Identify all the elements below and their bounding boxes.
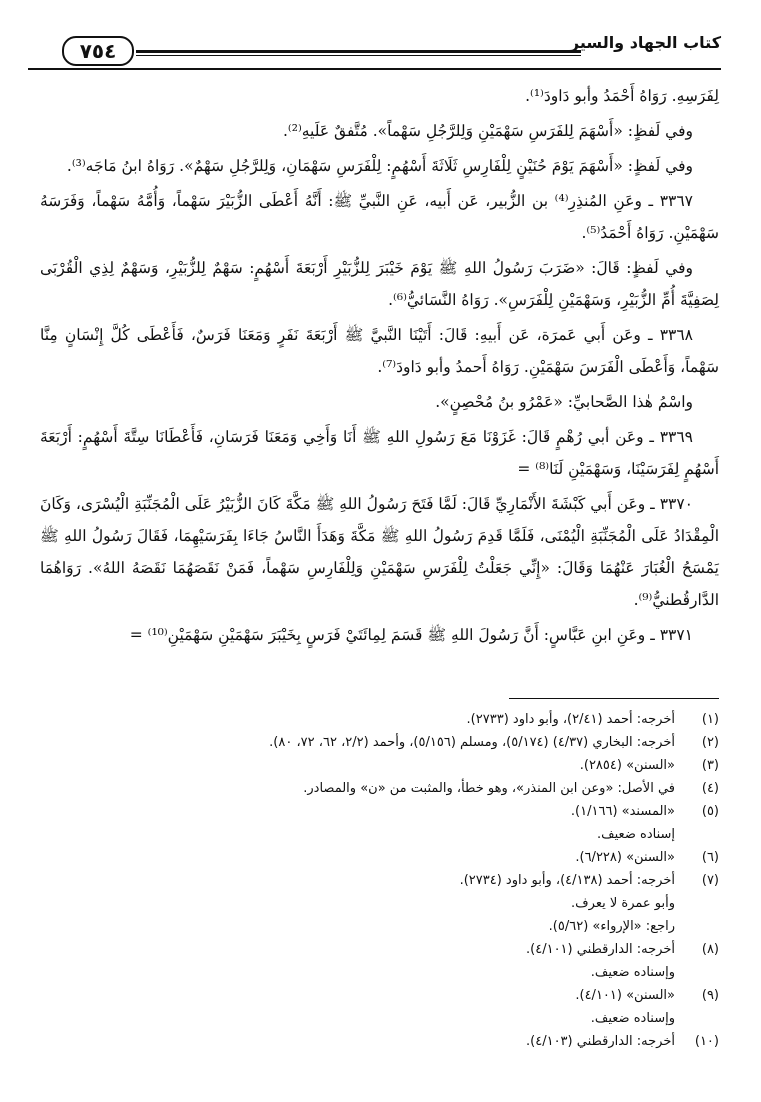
paragraph: واسْمُ هٰذا الصَّحابيِّ: «عَمْرُو بنُ مُحْصِنٍ».: [435, 393, 693, 411]
footnote-text: «المسند» (١/١٦٦).: [570, 804, 675, 819]
footnote: [40, 1030, 719, 1053]
paragraph: وفي لَفظٍ: «أَسْهَمَ يَوْمَ حُنَيْنٍ لِلْفَارِسِ ثَلَاثَةَ أَسْهُمٍ: لِلْفَرَسِ سَهْمَانِ، وَلِلرَّجُلِ سَهْمٌ». رَوَاهُ ابنُ مَاجَه⁽³⁾.: [66, 157, 693, 175]
footnote-number: (٥): [701, 804, 719, 819]
footnote-remark: وإسناده ضعيف.: [590, 965, 675, 980]
paragraph: وفي لَفظٍ: قَالَ: «ضَرَبَ رَسُولُ اللهِ ﷺ يَوْمَ خَيْبَرَ لِلزُّبَيْرِ أَرْبَعَةَ أَسْهُمٍ: سَهْمٌ لِلزُّبَيْرِ، وَسَهْمٌ لِذِي الْقُرْبَى لِصَفِيَّةَ أُمِّ الزُّبَيْرِ، وَسَهْمَيْنِ لِلْفَرَسِ». رَوَاهُ النَّسَائيُّ⁽⁶⁾.: [40, 259, 719, 309]
footnote-text: أخرجه: الدارقطني (٤/١٠٣).: [526, 1034, 675, 1049]
paragraph: لِفَرَسِهِ. رَوَاهُ أَحْمَدُ وأبو دَاودَ⁽¹⁾.: [525, 87, 719, 105]
footnote: [40, 800, 719, 846]
footnote-number: (٩): [701, 988, 719, 1003]
footnote-number: (١): [701, 712, 719, 727]
hadith-3369: ٣٣٦٩ ـ وعَن أبي رُهْمٍ قَالَ: غَزَوْنَا مَعَ رَسُولِ اللهِ ﷺ أَنَا وَأَخِي وَمَعَنَا فَرَسَانِ، فَأَعْطَانَا سِتَّةَ أَسْهُمٍ: أَرْبَعَةَ أَسْهُمٍ لِفَرَسَيْنَا، وَسَهْمَيْنِ لَنَا⁽⁸⁾ =: [40, 428, 719, 478]
footnote: [40, 984, 719, 1030]
footnote-text: «السنن» (٦/٢٢٨).: [575, 850, 675, 865]
footnote-text: «السنن» (٤/١٠١).: [575, 988, 675, 1003]
paragraph: وفي لَفظٍ: «أَسْهَمَ لِلفَرَسِ سَهْمَيْنِ وَلِلرَّجُلِ سَهْماً». مُتَّفقٌ عَلَيهِ⁽²⁾.: [282, 122, 693, 140]
chapter-title: كتاب الجهاد والسير: [569, 33, 721, 52]
footnote-text: «السنن» (٢٨٥٤).: [579, 758, 675, 773]
header-rule: [136, 50, 581, 56]
footnote-text: أخرجه: أحمد (٢/٤١)، وأبو داود (٢٧٣٣).: [466, 712, 675, 727]
footnote: [40, 869, 719, 938]
footnote-number: (٣): [701, 758, 719, 773]
footnote: [40, 846, 719, 869]
hadith-3371: ٣٣٧١ ـ وعَنِ ابنِ عَبَّاسٍ: أَنَّ رَسُولَ اللهِ ﷺ قَسَمَ لِمِائَتَيْ فَرَسٍ بِخَيْبَرَ سَهْمَيْنِ سَهْمَيْنِ⁽¹⁰⁾ =: [129, 626, 693, 644]
footnote-text: أخرجه: الدارقطني (٤/١٠١).: [526, 942, 675, 957]
footnote: [40, 731, 719, 754]
footnote-remark: راجع: «الإرواء» (٥/٦٢).: [548, 919, 675, 934]
footnote: [40, 777, 719, 800]
hadith-3370: ٣٣٧٠ ـ وعَن أَبي كَبْشَةَ الأَنْمَارِيِّ قَالَ: لَمَّا فَتَحَ رَسُولُ اللهِ ﷺ مَكَّةَ كَانَ الزُّبَيْرُ عَلَى الْمُجَنِّبَةِ الْيُسْرَى، وَكَانَ الْمِقْدَادُ عَلَى الْمُجَنِّبَةِ الْيُمْنَى، فَلَمَّا قَدِمَ رَسُولُ اللهِ ﷺ مَكَّةَ وَهَدَأَ النَّاسُ جَاءَا بِفَرَسَيْهِمَا، فَقَالَ رَسُولُ اللهِ ﷺ يَمْسَحُ الْغُبَارَ عَنْهُمَا وَقَالَ: «إِنِّي جَعَلْتُ لِلْفَرَسِ سَهْمَيْنِ وَلِلْفَارِسِ سَهْماً، فَمَنْ نَقَصَهُمَا نَقَصَهُ اللهُ». رَوَاهُمَا الدَّارقُطنيُّ⁽⁹⁾.: [40, 495, 719, 609]
footnote-remark: إسناده ضعيف.: [597, 827, 675, 842]
footnote-text: أخرجه: أحمد (٤/١٣٨)، وأبو داود (٢٧٣٤).: [459, 873, 675, 888]
footnote-number: (٦): [701, 850, 719, 865]
footnote-number: (٢): [701, 735, 719, 750]
footnote-text: في الأصل: «وعن ابن المنذر»، وهو خطأ، والمثبت من «ن» والمصادر.: [303, 781, 675, 796]
footnote-remark: وأبو عمرة لا يعرف.: [571, 896, 675, 911]
footnote-text: أخرجه: البخاري (٤/٣٧) (٥/١٧٤)، ومسلم (٥/١٥٦)، وأحمد (٢/٢، ٦٢، ٧٢، ٨٠).: [269, 735, 675, 750]
footnotes: [40, 708, 719, 1053]
header-underline: [28, 68, 721, 70]
main-text: [40, 80, 719, 654]
footnote-number: (١٠): [694, 1034, 719, 1049]
footnote-number: (٤): [701, 781, 719, 796]
footnote-remark: وإسناده ضعيف.: [590, 1011, 675, 1026]
footnote: [40, 754, 719, 777]
footnote: [40, 938, 719, 984]
footnote-number: (٧): [701, 873, 719, 888]
page-number: ٧٥٤: [62, 36, 134, 66]
footnote-number: (٨): [701, 942, 719, 957]
hadith-3367: ٣٣٦٧ ـ وعَنِ المُنذِرِ⁽⁴⁾ بن الزُّبير، عَن أَبيه، عَنِ النَّبيِّ ﷺ: أَنَّهُ أَعْطَى الزُّبَيْرَ سَهْماً، وَأُمَّهُ سَهْماً، وَفَرَسَهُ سَهْمَيْنِ. رَوَاهُ أَحْمَدُ⁽⁵⁾.: [40, 192, 719, 242]
footnote-separator: [509, 698, 719, 699]
running-header: [28, 30, 721, 64]
footnote: [40, 708, 719, 731]
hadith-3368: ٣٣٦٨ ـ وعَن أَبي عَمرَة، عَن أَبيهِ: قَالَ: أَتَيْنَا النَّبيَّ ﷺ أَرْبَعَةَ نَفَرٍ وَمَعَنَا فَرَسٌ، فَأَعْطَى كُلَّ إِنْسَانٍ مِنَّا سَهْماً، وَأَعْطَى الْفَرَسَ سَهْمَيْنِ. رَوَاهُ أَحمدُ وأبو دَاودَ⁽⁷⁾.: [40, 326, 719, 376]
